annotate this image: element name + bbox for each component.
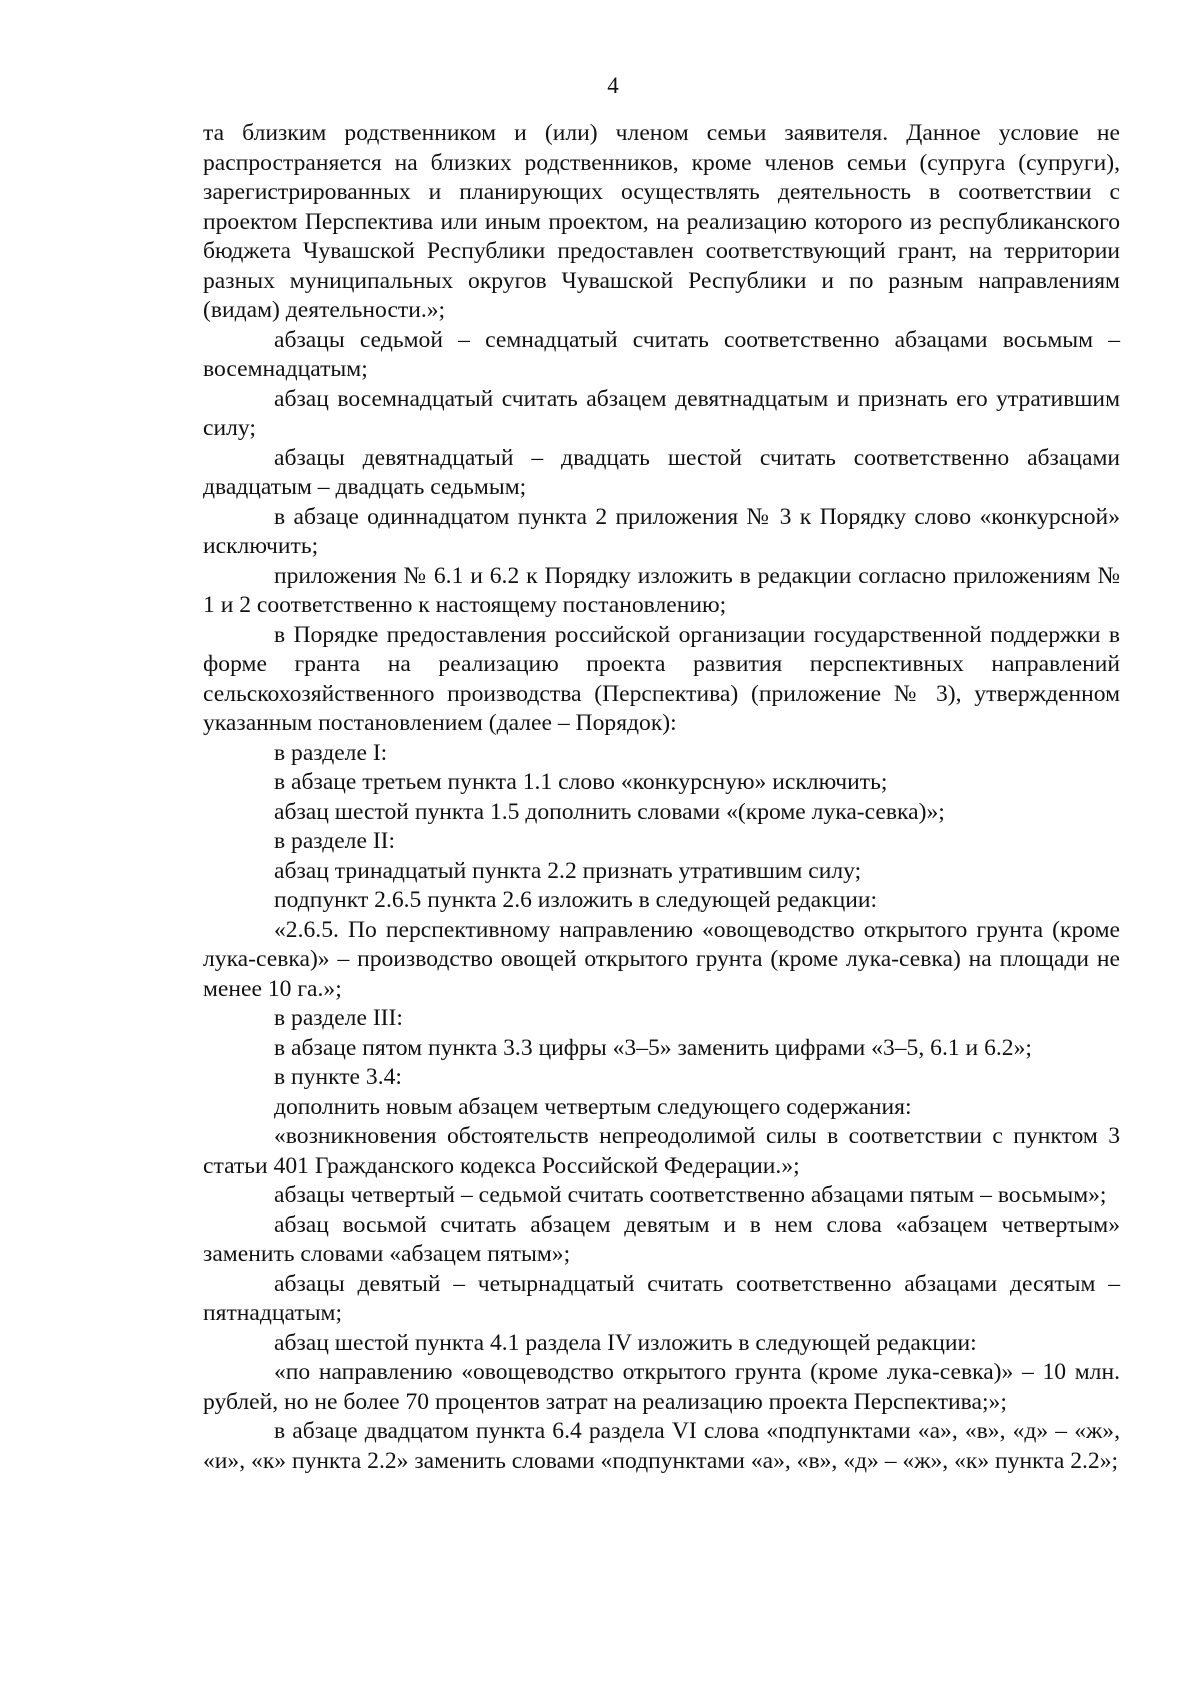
paragraph: в абзаце пятом пункта 3.3 цифры «3–5» заменить цифрами «3–5, 6.1 и 6.2»; (274, 1034, 1032, 1061)
page-number: 4 (607, 73, 619, 98)
paragraph: «по направлению «овощеводство открытого грунта (кроме лука-севка)» – 10 млн. рублей, но не более 70 процентов затрат на реализацию проекта Перспектива;»; (203, 1359, 1120, 1415)
paragraph: абзацы седьмой – семнадцатый считать соответственно абзацами восьмым – восемнадцатым; (203, 326, 1120, 382)
paragraph: абзац шестой пункта 1.5 дополнить словами «(кроме лука-севка)»; (274, 798, 945, 825)
paragraph: абзац шестой пункта 4.1 раздела IV изложить в следующей редакции: (274, 1329, 977, 1356)
paragraph: абзацы девятнадцатый – двадцать шестой считать соответственно абзацами двадцатым – двадцать седьмым; (203, 444, 1120, 500)
paragraph: абзацы четвертый – седьмой считать соответственно абзацами пятым – восьмым»; (274, 1182, 1107, 1208)
paragraph: в пункте 3.4: (274, 1064, 402, 1090)
paragraph: в разделе III: (274, 1005, 403, 1031)
paragraph: та близким родственником и (или) членом семьи заявителя. Данное условие не распространяется на близких родственников, кроме членов семьи (супруга (супруги), зарегистрированных и планирующих осуществлять деятельность в соответствии с проектом Перспектива или иным проектом, на реализацию которого из республиканского бюджета Чувашской Республики предоставлен соответствующий грант, на территории разных муниципальных округов Чувашской Республики и по разным направлениям (видам) деятельности.»; (203, 120, 1120, 323)
paragraph: абзац восемнадцатый считать абзацем девятнадцатым и признать его утратившим силу; (203, 385, 1120, 441)
paragraph: дополнить новым абзацем четвертым следующего содержания: (274, 1093, 912, 1120)
paragraph: абзац тринадцатый пункта 2.2 признать утратившим силу; (274, 857, 862, 884)
paragraph: в разделе II: (274, 828, 396, 854)
paragraph: абзацы девятый – четырнадцатый считать соответственно абзацами десятым – пятнадцатым; (203, 1270, 1120, 1326)
paragraph: «2.6.5. По перспективному направлению «овощеводство открытого грунта (кроме лука-севка)» – производство овощей открытого грунта (кроме лука-севка) на площади не менее 10 га.»; (203, 916, 1120, 1002)
paragraph: абзац восьмой считать абзацем девятым и в нем слова «абзацем четвертым» заменить словами «абзацем пятым»; (203, 1211, 1120, 1267)
paragraph: в абзаце двадцатом пункта 6.4 раздела VI слова «подпунктами «а», «в», «д» – «ж», «и», «к» пункта 2.2» заменить словами «подпунктами «а», «в», «д» – «ж», «к» пункта 2.2»; (203, 1418, 1120, 1474)
paragraph: в абзаце одиннадцатом пункта 2 приложения № 3 к Порядку слово «конкурсной» исключить; (203, 503, 1120, 559)
paragraph: в абзаце третьем пункта 1.1 слово «конкурсную» исключить; (274, 769, 888, 795)
paragraph: в Порядке предоставления российской организации государственной поддержки в форме гранта на реализацию проекта развития перспективных направлений сельскохозяйственного производства (Перспектива) (приложение № 3), утвержденном указанным постановлением (далее – Порядок): (203, 621, 1120, 736)
paragraph: подпункт 2.6.5 пункта 2.6 изложить в следующей редакции: (274, 887, 877, 913)
document-body (203, 119, 1120, 1476)
paragraph: «возникновения обстоятельств непреодолимой силы в соответствии с пунктом 3 статьи 401 Гражданского кодекса Российской Федерации.»; (203, 1123, 1120, 1179)
paragraph: приложения № 6.1 и 6.2 к Порядку изложить в редакции согласно приложениям № 1 и 2 соответственно к настоящему постановлению; (203, 562, 1120, 618)
paragraph: в разделе I: (274, 739, 388, 766)
